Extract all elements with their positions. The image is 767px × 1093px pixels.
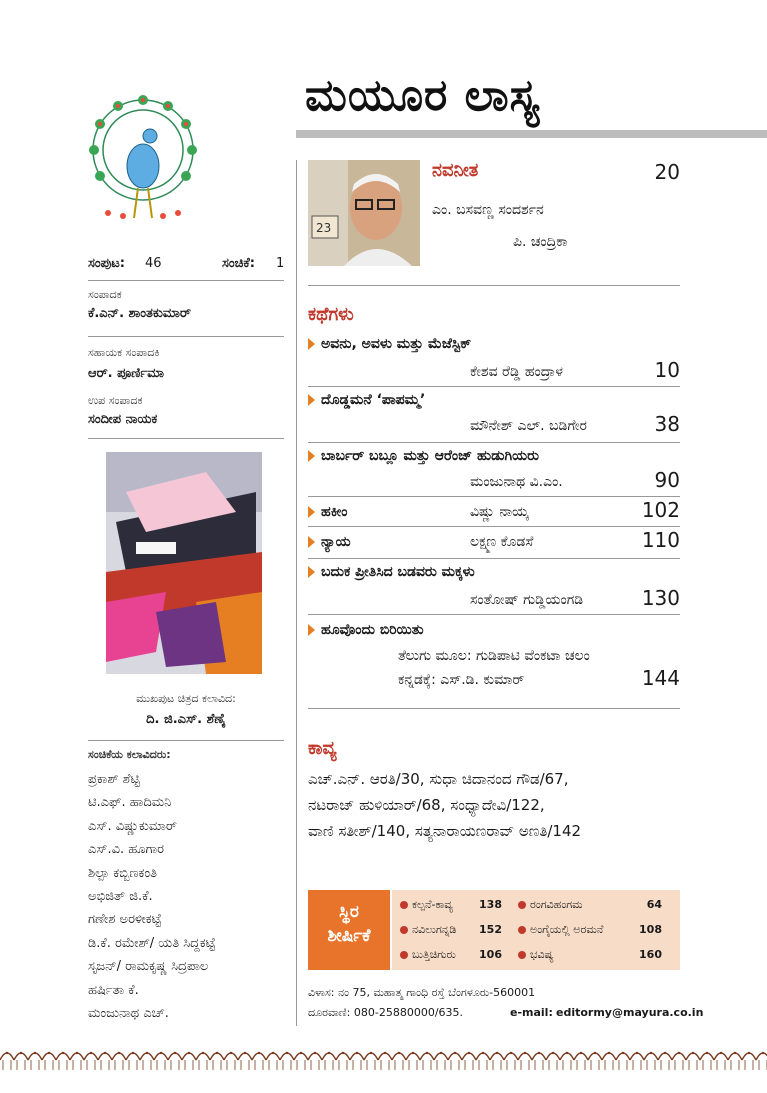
fixed-columns-grid [392, 890, 680, 970]
fixed-column-item: ಅಂಗೈಯಲ್ಲಿ ಅರಮನೆ [518, 923, 603, 937]
peacock-logo [88, 88, 198, 228]
divider [88, 336, 284, 337]
kavya-line: ಎಚ್.ಎನ್. ಆರತಿ/30, ಸುಧಾ ಚಿದಾನಂದ ಗೌಡ/67, [308, 770, 569, 788]
address: ವಿಳಾಸ: ನಂ 75, ಮಹಾತ್ಮ ಗಾಂಧಿ ರಸ್ತೆ ಬೆಂಗಳೂರು-560001 [308, 986, 536, 999]
story-author: ವಿಷ್ಣು ನಾಯ್ಕ [470, 504, 529, 520]
divider [308, 526, 680, 527]
sub-editor-name: ಸಂದೀಪ ನಾಯಕ [88, 412, 158, 427]
bullet-dot-icon [400, 951, 408, 959]
story-author: ಲಕ್ಷ್ಮಣ ಕೊಡಸೆ [470, 534, 534, 550]
artist-name: ಟಿ.ಎಫ್. ಹಾದಿಮನಿ [88, 795, 172, 811]
kavya-list [308, 766, 581, 844]
divider [308, 442, 680, 443]
page-number: 106 [479, 948, 502, 961]
interview-author: ಪಿ. ಚಂದ್ರಿಕಾ [513, 234, 568, 250]
artist-name: ಎಸ್.ವಿ. ಹೂಗಾರ [88, 842, 165, 858]
column-divider [296, 160, 297, 1026]
bullet-dot-icon [518, 951, 526, 959]
bullet-dot-icon [400, 901, 408, 909]
fixed-column-item: ಬುತ್ತಿಚಿಗುರು [400, 948, 456, 962]
masthead-bar [296, 130, 767, 138]
page-number: 144 [641, 666, 680, 690]
page-number: 90 [654, 468, 680, 492]
story-title: ಬಾರ್ಬರ್ ಬಬ್ಲೂ ಮತ್ತು ಆರೆಂಜ್ ಹುಡುಗಿಯರು [308, 448, 539, 464]
artist-name: ಡಿ.ಕೆ. ರಮೇಶ್/ ಯತಿ ಸಿದ್ದಕಟ್ಟೆ [88, 935, 216, 951]
story-title: ನ್ಯಾಯ [308, 534, 351, 550]
cover-artist-label: ಮುಖಪುಟ ಚಿತ್ರದ ಕಲಾವಿದ: [136, 692, 236, 705]
issue-label: ಸಂಚಿಕೆ: [222, 256, 255, 271]
story-title: ದೊಡ್ಡಮನೆ ‘ಪಾಪಮ್ಮ’ [308, 392, 425, 408]
section-stories: ಕಥೆಗಳು [308, 304, 354, 325]
sub-editor-label: ಉಪ ಸಂಪಾದಕ [88, 394, 143, 407]
fixed-column-item: ಭವಿಷ್ಯ [518, 948, 554, 962]
page-number: 138 [479, 898, 502, 911]
artist-name: ಸೃಜನ್/ ರಾಮಕೃಷ್ಣ ಸಿದ್ರಪಾಲ [88, 959, 209, 975]
volume-number: 46 [145, 256, 162, 271]
page-number: 152 [479, 923, 502, 936]
fixed-column-item: ನವಿಲುಗನ್ನಡಿ [400, 923, 456, 937]
editor-label: ಸಂಪಾದಕ [88, 288, 122, 301]
story-translation-source: ತೆಲುಗು ಮೂಲ: ಗುಡಿಪಾಟಿ ವೆಂಕಟಾ ಚಲಂ [398, 648, 590, 664]
artist-name: ಮಂಜುನಾಥ ಎಚ್. [88, 1006, 169, 1022]
triangle-bullet-icon [308, 624, 315, 636]
page-number: 102 [641, 498, 680, 522]
kavya-line: ವಾಣಿ ಸತೀಶ್/140, ಸತ್ಯನಾರಾಯಣರಾವ್ ಅಣತಿ/142 [308, 822, 582, 840]
page-number: 10 [654, 358, 680, 382]
divider [308, 558, 680, 559]
cover-painting [106, 452, 262, 674]
story-author: ಕನ್ನಡಕ್ಕೆ: ಎಸ್.ಡಿ. ಕುಮಾರ್ [398, 672, 525, 688]
divider [308, 285, 680, 286]
story-author: ಮೌನೇಶ್ ಎಲ್. ಬಡಿಗೇರ [470, 418, 587, 434]
phone: ದೂರವಾಣಿ: 080-25880000/635. [308, 1006, 464, 1019]
fixed-column-item: ರಂಗವಿಹಂಗಮ [518, 898, 583, 912]
artist-name: ಶಿಲ್ಪಾ ಕಬ್ಬಿಣಕಂತಿ [88, 865, 158, 881]
page-number: 38 [654, 412, 680, 436]
asst-editor-name: ಆರ್. ಪೂರ್ಣಿಮಾ [88, 366, 165, 381]
kavya-line: ನಟರಾಜ್ ಹುಳಿಯಾರ್/68, ಸಂಧ್ಯಾದೇವಿ/122, [308, 796, 545, 814]
page-number: 160 [639, 948, 662, 961]
volume-label: ಸಂಪುಟ: [88, 256, 125, 271]
divider [308, 496, 680, 497]
divider [308, 614, 680, 615]
story-author: ಸಂತೋಷ್ ಗುಡ್ಡಿಯಂಗಡಿ [470, 592, 584, 608]
interview-photo [308, 160, 420, 266]
story-author: ಕೇಶವ ರೆಡ್ಡಿ ಹಂದ್ರಾಳ [470, 364, 563, 380]
email-label: e-mail: [510, 1006, 553, 1019]
artist-name: ಎಸ್. ವಿಷ್ಣುಕುಮಾರ್ [88, 818, 177, 834]
story-title: ಅವನು, ಅವಳು ಮತ್ತು ಮೆಜೆಸ್ಟಿಕ್ [308, 336, 471, 352]
interview-subtitle: ಎಂ. ಬಸವಣ್ಣ ಸಂದರ್ಶನ [432, 202, 544, 218]
triangle-bullet-icon [308, 338, 315, 350]
issue-number: 1 [276, 256, 285, 271]
divider [308, 386, 680, 387]
fixed-column-item: ಕಲ್ಪನೆ-ಕಾವ್ಯ [400, 898, 453, 912]
asst-editor-label: ಸಹಾಯಕ ಸಂಪಾದಕಿ [88, 346, 160, 359]
page-number: 64 [646, 898, 662, 911]
section-navaneeta: ನವನೀತ [432, 160, 479, 181]
divider [88, 280, 284, 281]
page-number: 130 [641, 586, 680, 610]
triangle-bullet-icon [308, 450, 315, 462]
cover-artist-name: ದಿ. ಜಿ.ಎಸ್. ಶೆಣೈ [146, 712, 226, 727]
artists-label: ಸಂಚಿಕೆಯ ಕಲಾವಿದರು: [88, 748, 171, 761]
divider [88, 438, 284, 439]
email-link[interactable]: editormy@mayura.co.in [556, 1006, 704, 1019]
decorative-border [0, 1040, 767, 1080]
artist-name: ಗಣೇಶ ಅರಳೀಕಟ್ಟೆ [88, 912, 162, 928]
triangle-bullet-icon [308, 506, 315, 518]
triangle-bullet-icon [308, 536, 315, 548]
fixed-columns-label: ಸ್ಥಿರ ಶೀರ್ಷಿಕೆ [308, 890, 390, 970]
artist-name: ಅಭಿಜಿತ್ ಜಿ.ಕೆ. [88, 889, 153, 905]
story-title: ಹಕೀಂ [308, 504, 348, 520]
svg-text:23: 23 [316, 221, 332, 235]
bullet-dot-icon [518, 901, 526, 909]
bullet-dot-icon [400, 926, 408, 934]
story-author: ಮಂಜುನಾಥ ವಿ.ಎಂ. [470, 474, 563, 490]
masthead-title: ಮಯೂರ ಲಾಸ್ಯ [305, 70, 541, 121]
section-kavya: ಕಾವ್ಯ [308, 738, 337, 759]
editor-name: ಕೆ.ಎನ್. ಶಾಂತಕುಮಾರ್ [88, 306, 191, 321]
page-number: 20 [654, 160, 680, 184]
artist-name: ಪ್ರಕಾಶ್ ಶೆಟ್ಟಿ [88, 772, 140, 787]
artists-list [88, 768, 216, 1025]
artist-name: ಹರ್ಷಿತಾ ಕೆ. [88, 982, 139, 998]
page-number: 110 [641, 528, 680, 552]
divider [88, 740, 284, 741]
story-title: ಹೂವೊಂದು ಬಿರಿಯಿತು [308, 622, 424, 638]
bullet-dot-icon [518, 926, 526, 934]
story-title: ಬದುಕ ಪ್ರೀತಿಸಿದ ಬಡವರು ಮಕ್ಕಳು [308, 564, 475, 580]
triangle-bullet-icon [308, 394, 315, 406]
triangle-bullet-icon [308, 566, 315, 578]
page-number: 108 [639, 923, 662, 936]
divider [308, 708, 680, 709]
